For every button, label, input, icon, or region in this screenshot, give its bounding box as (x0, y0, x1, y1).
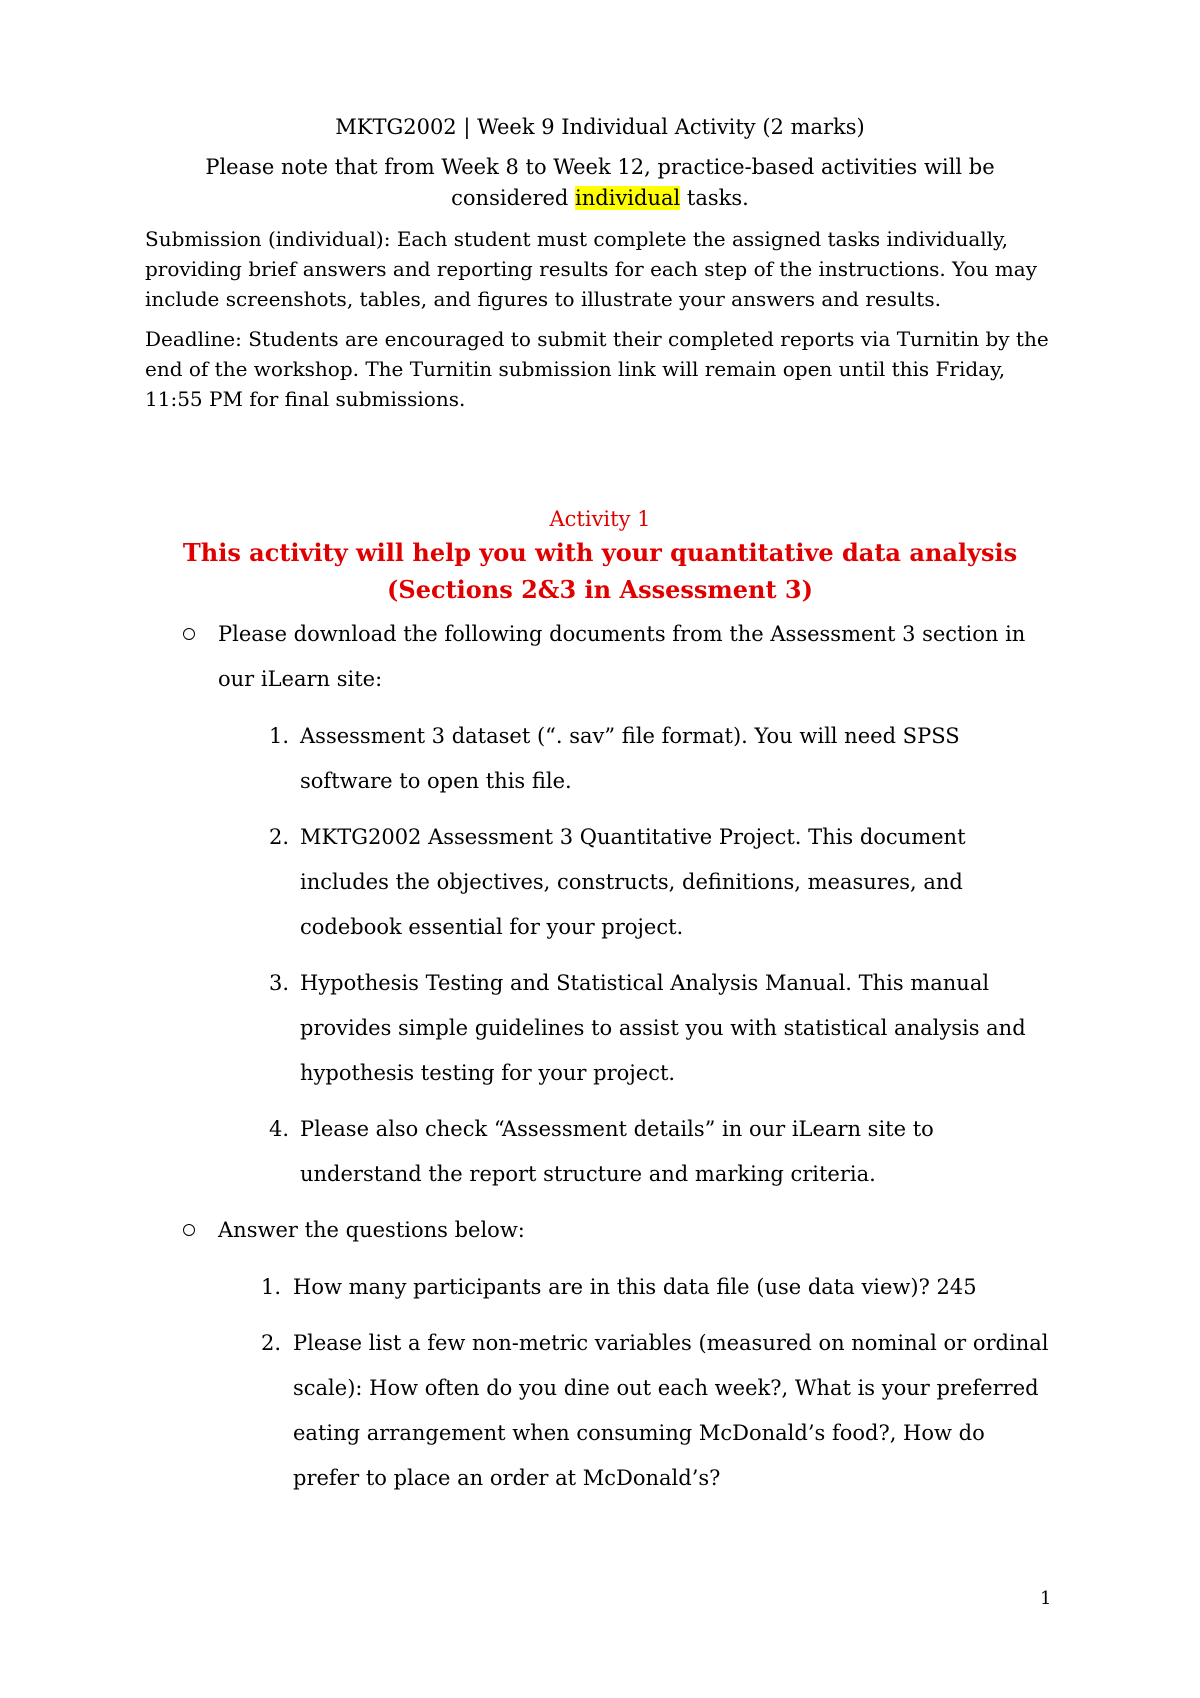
document-body (145, 112, 1055, 1512)
questions-intro: Answer the questions below: (218, 1218, 525, 1242)
hollow-circle-bullet-icon (183, 1224, 195, 1236)
list-item-number: 2. (260, 1331, 281, 1355)
page-number: 1 (1040, 1588, 1052, 1609)
activity-heading-line-1: This activity will help you with your quantitative data analysis (182, 538, 1018, 567)
list-item-number: 1. (260, 1275, 281, 1299)
questions-bullet (145, 1208, 1055, 1253)
list-item-text: Please list a few non-metric variables (measured on nominal or ordinal scale): How often do you dine out each week?, What is your preferred eating arrangement when consuming McDonald’s food?, How do prefer to place an order at McDonald’s? (293, 1331, 1049, 1490)
note-text-after: tasks. (680, 186, 749, 210)
list-item-number: 2. (268, 825, 289, 849)
section-spacer (145, 424, 1055, 504)
list-item-text: How many participants are in this data file (use data view)? 245 (293, 1275, 977, 1299)
submission-paragraph: Submission (individual): Each student must complete the assigned tasks individually, providing brief answers and reporting results for each step of the instructions. You may include screenshots, tables, and figures to illustrate your answers and results. (145, 227, 1037, 311)
highlighted-word: individual (575, 186, 681, 210)
list-item (145, 1265, 1055, 1310)
list-item-text: Hypothesis Testing and Statistical Analysis Manual. This manual provides simple guidelines to assist you with statistical analysis and hypothesis testing for your project. (300, 971, 1026, 1085)
download-bullet (145, 612, 1055, 702)
list-item (145, 714, 1055, 804)
list-item-text: MKTG2002 Assessment 3 Quantitative Project. This document includes the objectives, constructs, definitions, measures, and codebook essential for your project. (300, 825, 966, 939)
activity-label: Activity 1 (549, 507, 651, 531)
download-list (145, 714, 1055, 1197)
list-item-number: 4. (268, 1117, 289, 1141)
list-item-number: 3. (268, 971, 289, 995)
questions-list (145, 1265, 1055, 1501)
activity-heading-line-2: (Sections 2&3 in Assessment 3) (387, 575, 813, 604)
list-item-text: Assessment 3 dataset (“. sav” file format). You will need SPSS software to open this file. (300, 724, 960, 793)
list-item (145, 815, 1055, 950)
activity-heading (145, 534, 1055, 608)
list-item (145, 1321, 1055, 1501)
list-item (145, 961, 1055, 1096)
hollow-circle-bullet-icon (183, 628, 195, 640)
list-item (145, 1107, 1055, 1197)
download-intro: Please download the following documents from the Assessment 3 section in our iLearn site: (218, 622, 1026, 691)
list-item-text: Please also check “Assessment details” in our iLearn site to understand the report structure and marking criteria. (300, 1117, 934, 1186)
page-title: MKTG2002 | Week 9 Individual Activity (2 marks) (335, 115, 865, 139)
deadline-paragraph: Deadline: Students are encouraged to submit their completed reports via Turnitin by the end of the workshop. The Turnitin submission link will remain open until this Friday, 11:55 PM for final submissions. (145, 327, 1049, 411)
individual-note (145, 152, 1055, 214)
list-item-number: 1. (268, 724, 289, 748)
note-text-before: Please note that from Week 8 to Week 12, practice-based activities will be considered (205, 155, 995, 210)
